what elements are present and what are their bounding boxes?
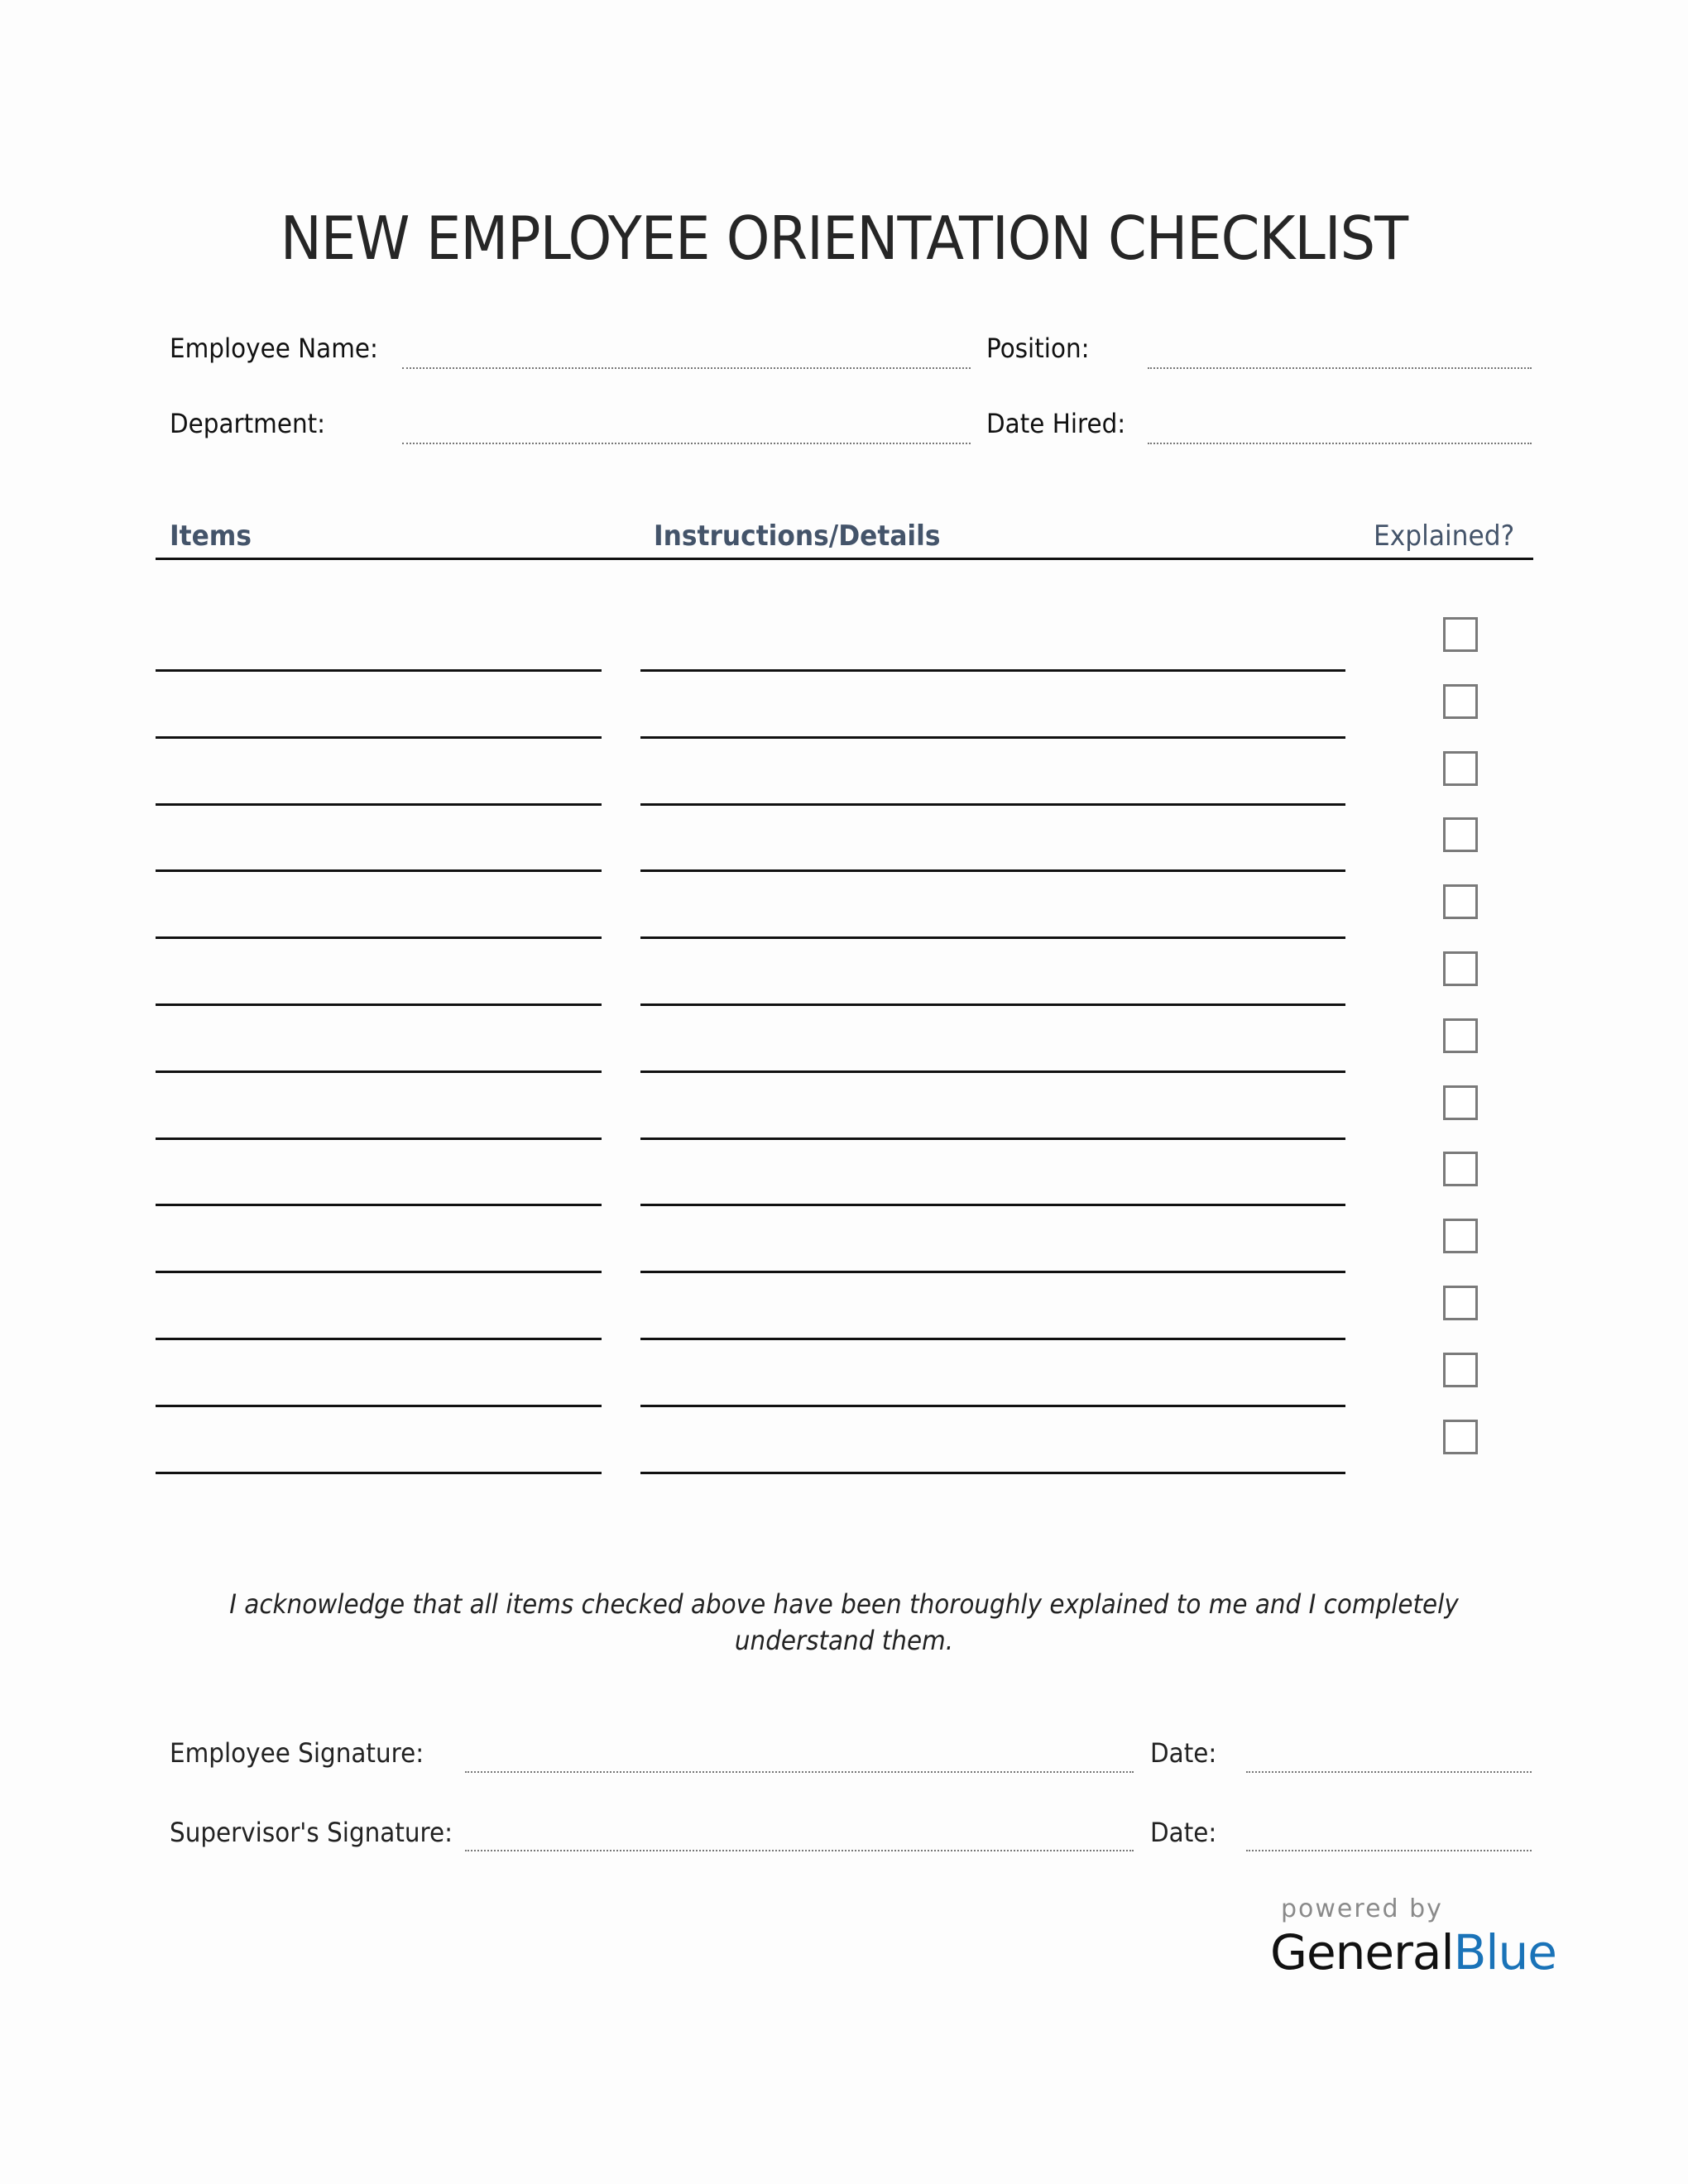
- item-field[interactable]: [156, 1003, 602, 1006]
- employee-name-label: Employee Name:: [170, 333, 378, 364]
- supervisor-signature-field[interactable]: [465, 1850, 1134, 1851]
- explained-checkbox[interactable]: [1443, 751, 1478, 786]
- item-field[interactable]: [156, 869, 602, 872]
- item-field[interactable]: [156, 669, 602, 672]
- date-hired-field[interactable]: [1148, 443, 1532, 444]
- explained-checkbox[interactable]: [1443, 1420, 1478, 1454]
- item-field[interactable]: [156, 1204, 602, 1206]
- item-field[interactable]: [156, 1338, 602, 1340]
- position-field[interactable]: [1148, 367, 1532, 369]
- item-field[interactable]: [156, 1405, 602, 1407]
- employee-date-label: Date:: [1150, 1737, 1217, 1769]
- supervisor-date-field[interactable]: [1246, 1850, 1532, 1851]
- employee-signature-field[interactable]: [465, 1771, 1134, 1773]
- instructions-field[interactable]: [640, 1271, 1345, 1273]
- logo-general: General: [1270, 1924, 1454, 1980]
- item-field[interactable]: [156, 803, 602, 806]
- page-title: NEW EMPLOYEE ORIENTATION CHECKLIST: [280, 204, 1408, 273]
- instructions-field[interactable]: [640, 936, 1345, 939]
- powered-by-text: powered by: [1281, 1894, 1443, 1923]
- item-field[interactable]: [156, 1271, 602, 1273]
- explained-checkbox[interactable]: [1443, 1219, 1478, 1253]
- department-label: Department:: [170, 408, 326, 439]
- instructions-field[interactable]: [640, 803, 1345, 806]
- explained-checkbox[interactable]: [1443, 617, 1478, 652]
- instructions-field[interactable]: [640, 1003, 1345, 1006]
- department-field[interactable]: [402, 443, 971, 444]
- explained-checkbox[interactable]: [1443, 1286, 1478, 1320]
- instructions-field[interactable]: [640, 869, 1345, 872]
- generalblue-logo: [1270, 1924, 1556, 1980]
- explained-checkbox[interactable]: [1443, 1353, 1478, 1387]
- explained-checkbox[interactable]: [1443, 1085, 1478, 1120]
- header-divider: [156, 558, 1533, 560]
- instructions-field[interactable]: [640, 1472, 1345, 1474]
- item-field[interactable]: [156, 1070, 602, 1073]
- instructions-field[interactable]: [640, 736, 1345, 739]
- instructions-field[interactable]: [640, 1204, 1345, 1206]
- explained-checkbox[interactable]: [1443, 1152, 1478, 1186]
- supervisor-signature-label: Supervisor's Signature:: [170, 1817, 453, 1848]
- column-header-instructions: Instructions/Details: [654, 520, 941, 553]
- logo-blue: Blue: [1453, 1924, 1556, 1980]
- employee-name-field[interactable]: [402, 367, 971, 369]
- instructions-field[interactable]: [640, 1138, 1345, 1140]
- item-field[interactable]: [156, 736, 602, 739]
- explained-checkbox[interactable]: [1443, 951, 1478, 986]
- supervisor-date-label: Date:: [1150, 1817, 1217, 1848]
- acknowledgement-line-1: I acknowledge that all items checked above have been thoroughly explained to me and I completely: [229, 1588, 1459, 1620]
- employee-signature-label: Employee Signature:: [170, 1737, 424, 1769]
- column-header-items: Items: [170, 520, 252, 553]
- item-field[interactable]: [156, 1472, 602, 1474]
- position-label: Position:: [986, 333, 1090, 364]
- instructions-field[interactable]: [640, 669, 1345, 672]
- explained-checkbox[interactable]: [1443, 817, 1478, 852]
- instructions-field[interactable]: [640, 1405, 1345, 1407]
- date-hired-label: Date Hired:: [986, 408, 1126, 439]
- instructions-field[interactable]: [640, 1338, 1345, 1340]
- item-field[interactable]: [156, 936, 602, 939]
- instructions-field[interactable]: [640, 1070, 1345, 1073]
- item-field[interactable]: [156, 1138, 602, 1140]
- explained-checkbox[interactable]: [1443, 884, 1478, 919]
- explained-checkbox[interactable]: [1443, 684, 1478, 719]
- explained-checkbox[interactable]: [1443, 1018, 1478, 1053]
- employee-date-field[interactable]: [1246, 1771, 1532, 1773]
- acknowledgement-line-2: understand them.: [734, 1625, 954, 1656]
- column-header-explained: Explained?: [1374, 520, 1515, 553]
